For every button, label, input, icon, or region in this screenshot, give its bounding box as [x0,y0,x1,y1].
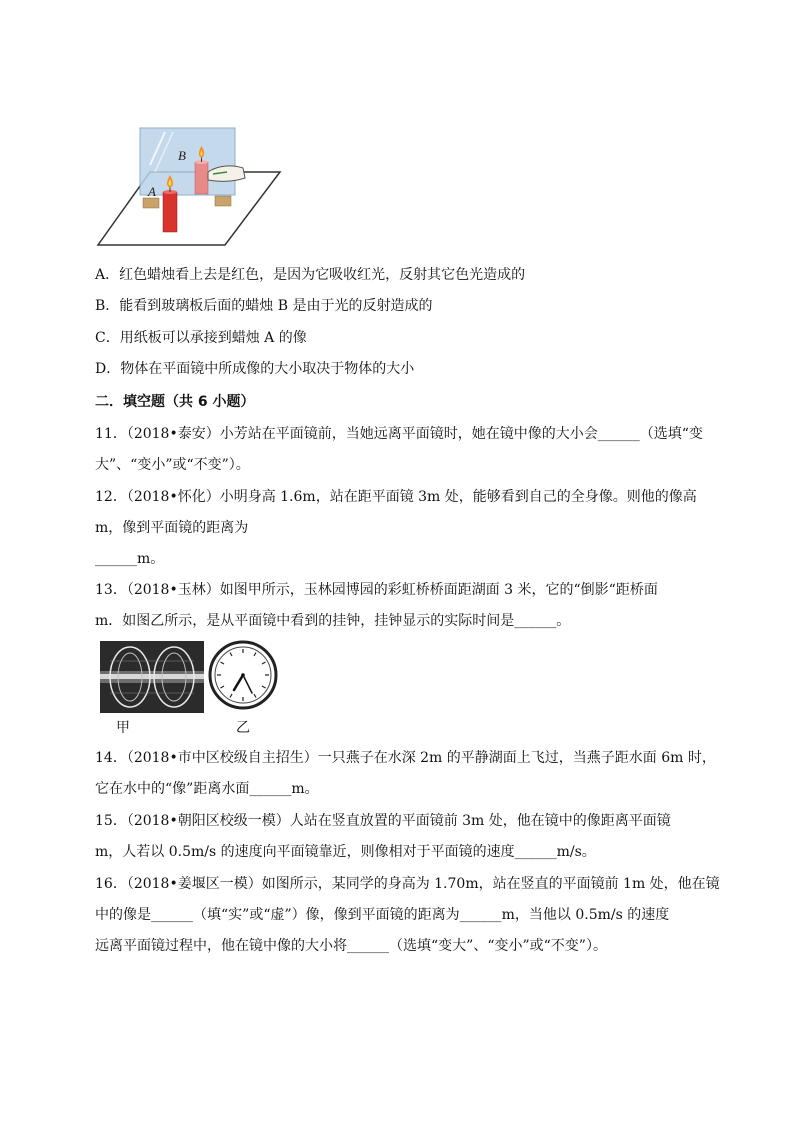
q13-line-1: 13．（2018•玉林）如图甲所示，玉林园博园的彩虹桥桥面距湖面 3 米，它的“倒影“距桥面 [95,582,658,598]
option-a: A．红色蜡烛看上去是红色，是因为它吸收红光，反射其它色光造成的 [95,267,526,283]
q13-line-2: m．如图乙所示，是从平面镜中看到的挂钟，挂钟显示的实际时间是______。 [95,613,571,629]
q11-line-1: 11．（2018•泰安）小芳站在平面镜前，当她远离平面镜时，她在镜中像的大小会______（选填“变 [95,426,703,442]
candle-mirror-figure [95,120,295,250]
option-c: C．用纸板可以承接到蜡烛 A 的像 [95,330,307,346]
q16-line-2: 中的像是______（填“实”或“虚”）像，像到平面镜的距离为______m，当他以 0.5m/s 的速度 [95,907,670,923]
caption-yi: 乙 [236,720,250,736]
q11-line-2: 大”、“变小”或“不变”）。 [95,457,250,473]
q15-line-2: m，人若以 0.5m/s 的速度向平面镜靠近，则像相对于平面镜的速度______m/s。 [95,844,596,860]
q14-line-1: 14．（2018•市中区校级自主招生）一只燕子在水深 2m 的平静湖面上飞过，当燕子距水面 6m 时， [95,750,716,766]
option-b: B．能看到玻璃板后面的蜡烛 B 是由于光的反射造成的 [95,298,433,314]
label-a: A [148,184,156,199]
q12-line-3: ______m。 [95,551,165,567]
caption-jia: 甲 [116,720,130,736]
q15-line-1: 15．（2018•朝阳区校级一模）人站在竖直放置的平面镜前 3m 处，他在镜中的像距离平面镜 [95,813,671,829]
q16-line-1: 16．（2018•姜堰区一模）如图所示，某同学的身高为 1.70m，站在竖直的平面镜前 1m 处，他在镜 [95,876,720,892]
clock-figure [208,640,278,710]
label-b: B [178,148,186,163]
option-d: D．物体在平面镜中所成像的大小取决于物体的大小 [95,361,415,377]
q14-line-2: 它在水中的“像”距离水面______m。 [95,781,319,797]
q12-line-1: 12．（2018•怀化）小明身高 1.6m，站在距平面镜 3m 处，能够看到自己的全身像。则他的像高 [95,489,697,505]
q12-line-2: m，像到平面镜的距离为 [95,520,249,536]
q16-line-3: 远离平面镜过程中，他在镜中像的大小将______（选填“变大”、“变小”或“不变”）。 [95,938,607,954]
bridge-reflection-photo [100,641,204,713]
section-title: 二．填空题（共 6 小题） [95,394,255,410]
